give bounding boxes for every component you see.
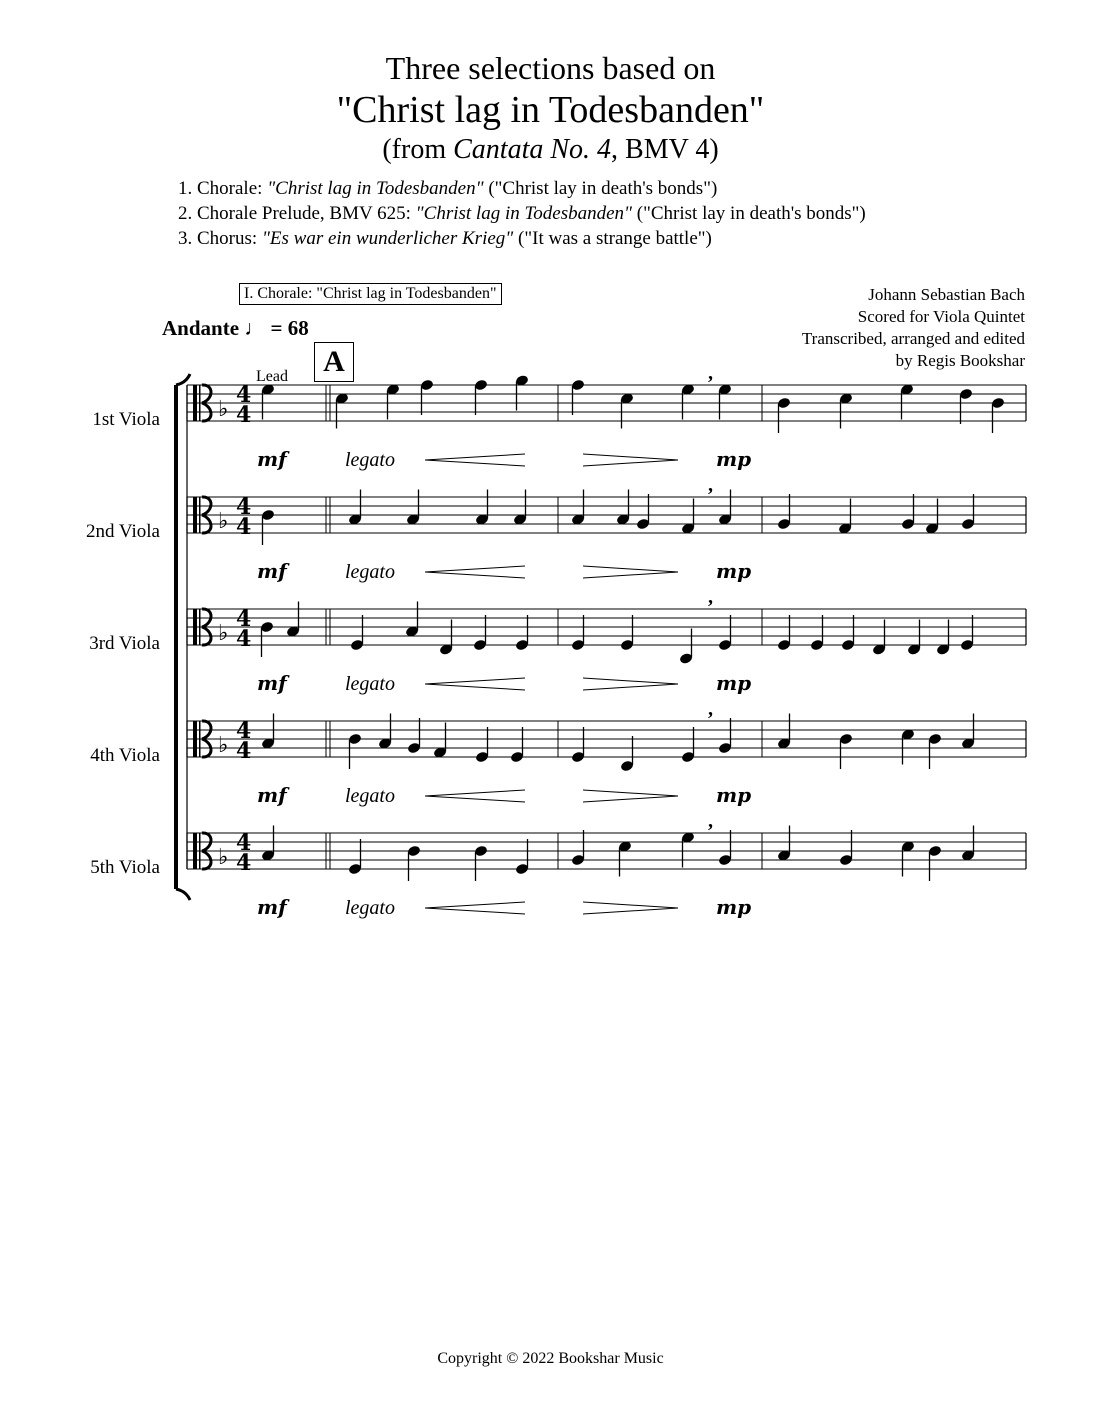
part-name-4: 4th Viola (90, 745, 160, 766)
breath-mark-icon: , (708, 362, 713, 384)
dynamic-mp: mp (716, 447, 752, 471)
part-name-2: 2nd Viola (86, 521, 160, 542)
time-signature-top: 4 (236, 606, 252, 632)
alto-clef-icon (193, 721, 197, 757)
time-signature-bottom: 4 (236, 514, 252, 540)
legato-marking: legato (345, 561, 395, 583)
arranger-line-2: by Regis Bookshar (895, 351, 1025, 370)
arranger-line-1: Transcribed, arranged and edited (801, 329, 1025, 348)
legato-marking: legato (345, 673, 395, 695)
flat-icon: ♭ (218, 733, 229, 758)
decrescendo-hairpin (583, 566, 678, 578)
dynamic-mp: mp (716, 671, 752, 695)
time-signature-bottom: 4 (236, 626, 252, 652)
subtitle-suffix: , BMV 4) (611, 134, 719, 165)
alto-clef-bar (199, 721, 201, 757)
crescendo-hairpin (425, 454, 525, 466)
dynamic-mf: mf (257, 671, 287, 695)
decrescendo-hairpin (583, 454, 678, 466)
scoring: Scored for Viola Quintet (857, 307, 1025, 326)
tempo-bpm: = 68 (270, 316, 309, 340)
decrescendo-hairpin (583, 902, 678, 914)
alto-clef-bar (199, 385, 201, 421)
title-line-2: "Christ lag in Todesbanden" (336, 89, 765, 131)
time-signature-bottom: 4 (236, 850, 252, 876)
title-line-1: Three selections based on (385, 50, 716, 86)
dynamic-mf: mf (257, 559, 287, 583)
composer: Johann Sebastian Bach (868, 285, 1025, 304)
time-signature-bottom: 4 (236, 738, 252, 764)
subtitle-cantata: Cantata No. 4 (453, 134, 612, 165)
time-signature-top: 4 (236, 830, 252, 856)
time-signature-top: 4 (236, 382, 252, 408)
part-name-5: 5th Viola (90, 857, 160, 878)
selection-item: 2. Chorale Prelude, BMV 625: "Christ lag in Todesbanden" ("Christ lay in death's bonds") (178, 203, 866, 224)
legato-marking: legato (345, 897, 395, 919)
crescendo-hairpin (425, 790, 525, 802)
breath-mark-icon: , (708, 586, 713, 608)
decrescendo-hairpin (583, 678, 678, 690)
rehearsal-mark: A (314, 342, 354, 382)
flat-icon: ♭ (218, 845, 229, 870)
flat-icon: ♭ (218, 621, 229, 646)
breath-mark-icon: , (708, 474, 713, 496)
subtitle-prefix: (from (382, 134, 454, 165)
selection-item: 3. Chorus: "Es war ein wunderlicher Krieg" ("It was a strange battle") (178, 228, 712, 249)
flat-icon: ♭ (218, 397, 229, 422)
flat-icon: ♭ (218, 509, 229, 534)
decrescendo-hairpin (583, 790, 678, 802)
time-signature-bottom: 4 (236, 402, 252, 428)
time-signature-top: 4 (236, 494, 252, 520)
legato-marking: legato (345, 785, 395, 807)
selection-item: 1. Chorale: "Christ lag in Todesbanden" ("Christ lay in death's bonds") (178, 178, 718, 199)
alto-clef-bar (199, 609, 201, 645)
copyright: Copyright © 2022 Bookshar Music (437, 1350, 664, 1367)
alto-clef-icon (193, 609, 197, 645)
alto-clef-icon (193, 497, 197, 533)
breath-mark-icon: , (708, 810, 713, 832)
dynamic-mf: mf (257, 447, 287, 471)
crescendo-hairpin (425, 902, 525, 914)
alto-clef-icon (193, 833, 197, 869)
part-name-1: 1st Viola (92, 409, 160, 430)
alto-clef-bar (199, 833, 201, 869)
quarter-note-icon: ♩ (244, 316, 266, 340)
bracket-bottom-hook (176, 889, 190, 900)
section-label: I. Chorale: "Christ lag in Todesbanden" (239, 283, 502, 305)
dynamic-mp: mp (716, 783, 752, 807)
bracket-top-hook (176, 374, 190, 385)
alto-clef-icon (193, 385, 197, 421)
dynamic-mp: mp (716, 559, 752, 583)
dynamic-mf: mf (257, 783, 287, 807)
time-signature-top: 4 (236, 718, 252, 744)
dynamic-mp: mp (716, 895, 752, 919)
crescendo-hairpin (425, 566, 525, 578)
dynamic-mf: mf (257, 895, 287, 919)
system-bracket (174, 385, 178, 889)
breath-mark-icon: , (708, 698, 713, 720)
tempo-text: Andante (162, 316, 240, 340)
lead-text: Lead (256, 368, 288, 385)
crescendo-hairpin (425, 678, 525, 690)
part-name-3: 3rd Viola (89, 633, 160, 654)
alto-clef-bar (199, 497, 201, 533)
legato-marking: legato (345, 449, 395, 471)
